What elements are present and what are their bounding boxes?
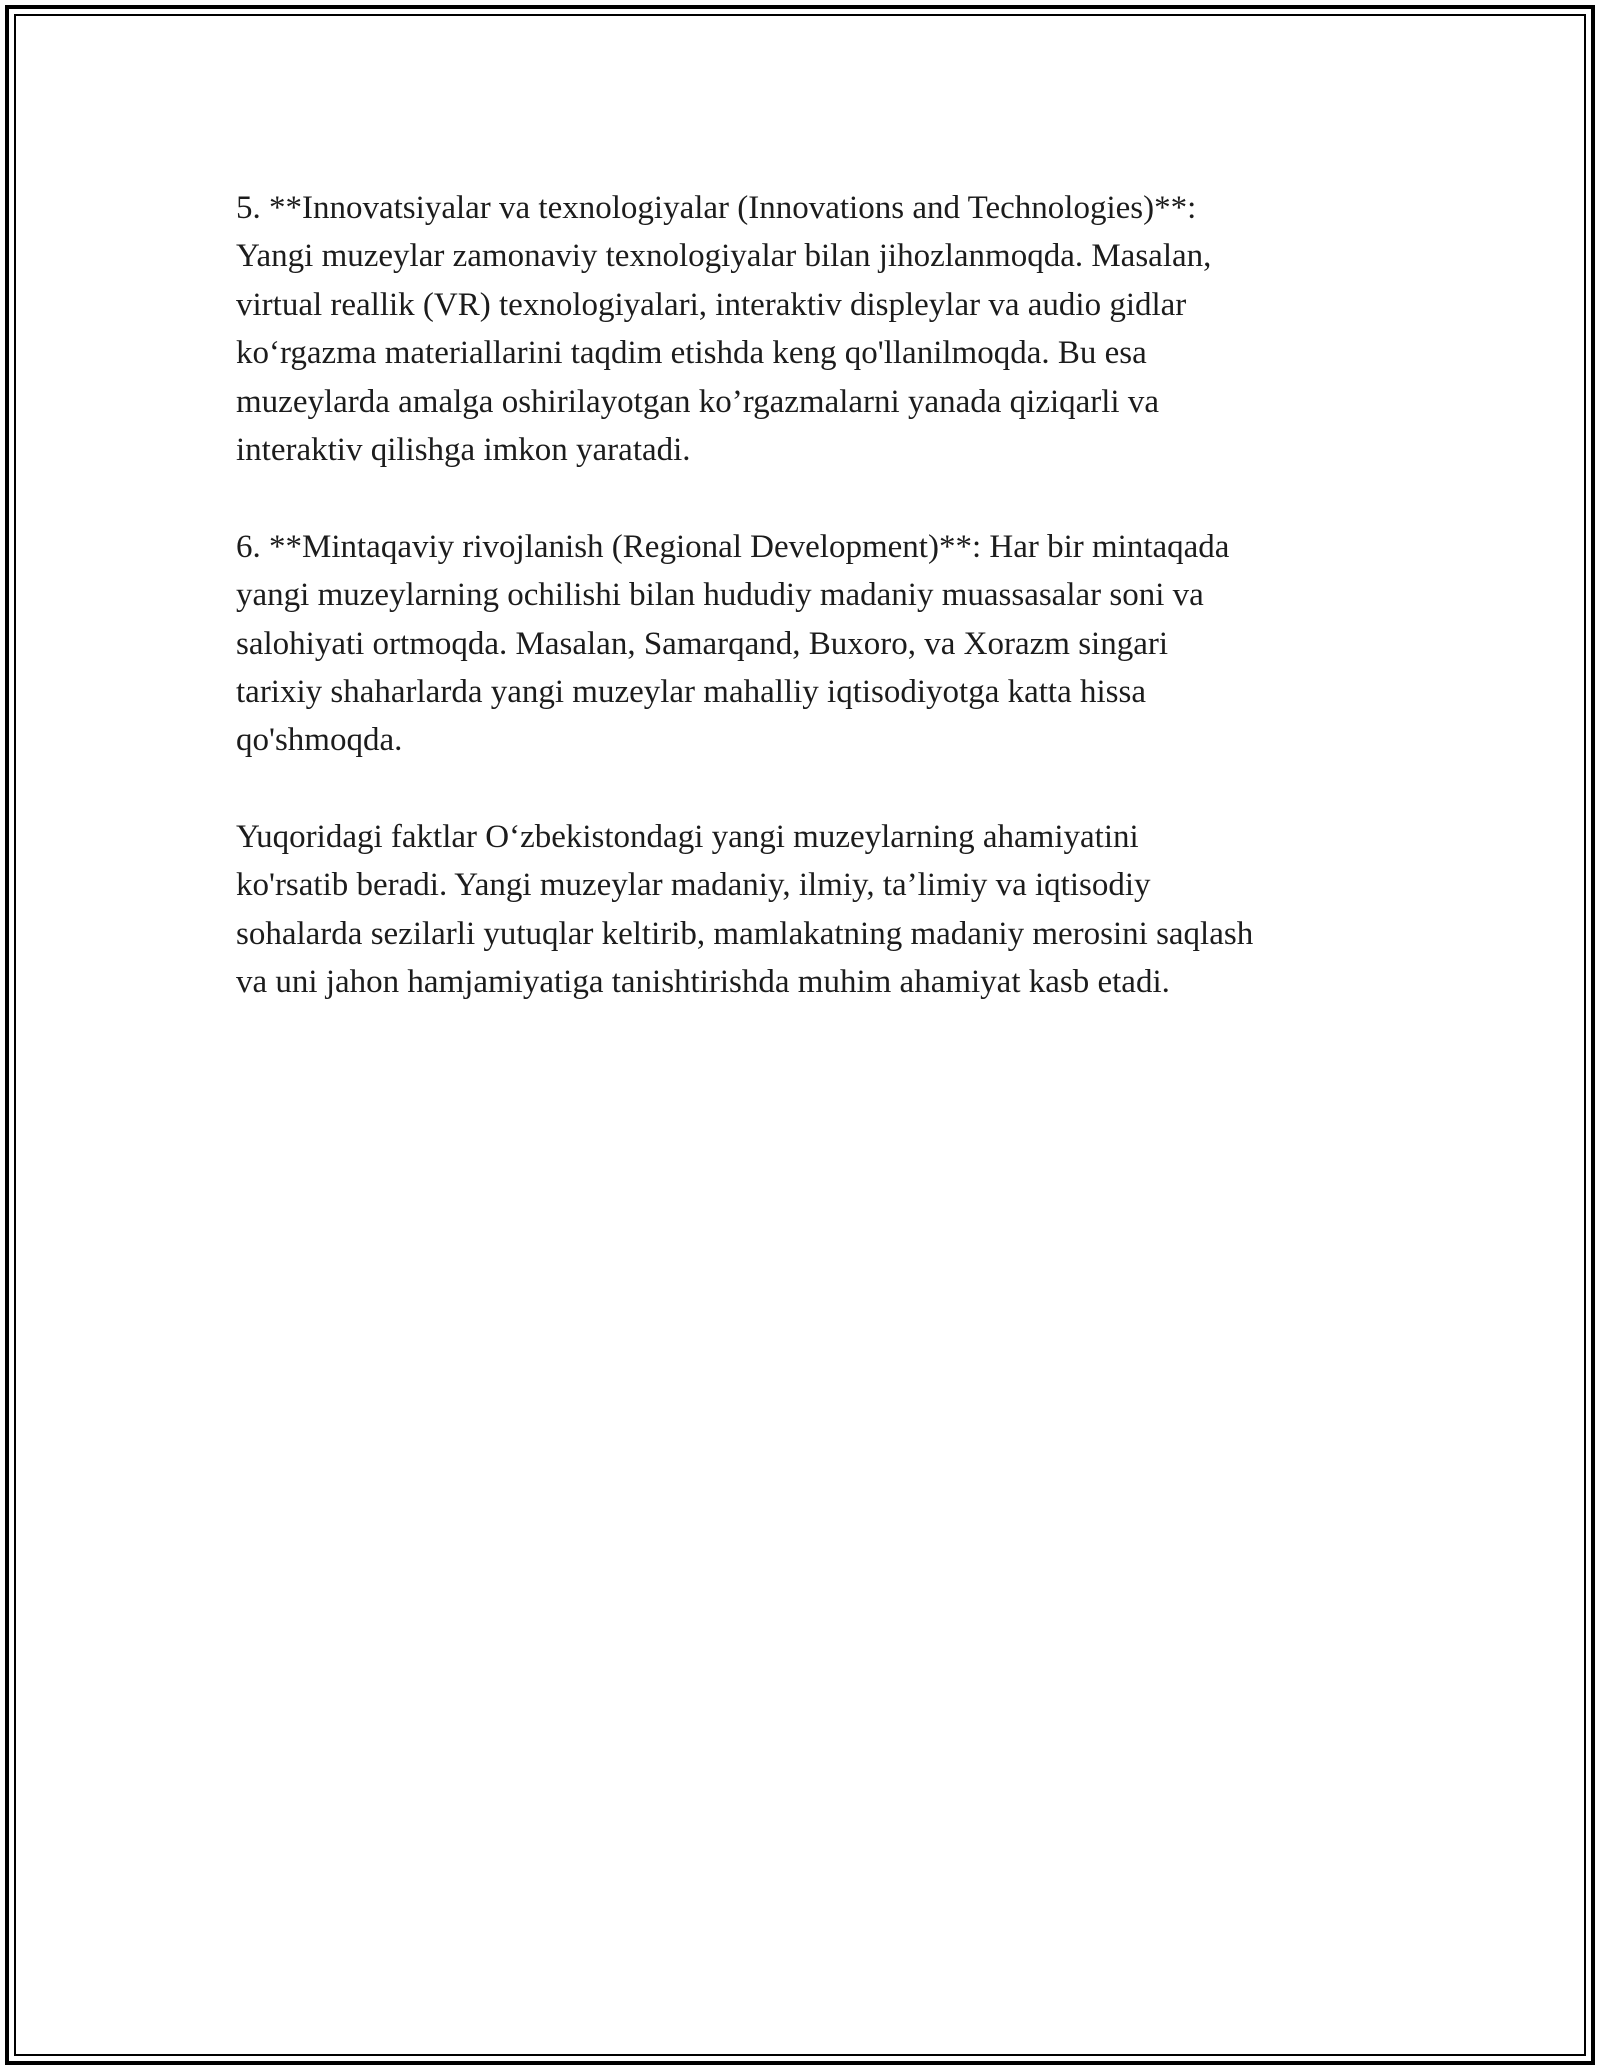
text-line: sohalarda sezilarli yutuqlar keltirib, mamlakatning madaniy merosini saqlash [236,915,1254,952]
paragraph-regional-development [236,523,1376,765]
text-line: Yuqoridagi faktlar O‘zbekistondagi yangi muzeylarning ahamiyatini [236,819,1139,856]
text-line: yangi muzeylarning ochilishi bilan hududiy madaniy muassasalar soni va [236,577,1204,614]
text-line: tarixiy shaharlarda yangi muzeylar mahalliy iqtisodiyotga katta hissa [236,673,1146,710]
text-line: virtual reallik (VR) texnologiyalari, interaktiv displeylar va audio gidlar [236,286,1187,323]
text-line: ko‘rgazma materiallarini taqdim etishda keng qo'llanilmoqda. Bu esa [236,335,1147,372]
text-line: Yangi muzeylar zamonaviy texnologiyalar bilan jihozlanmoqda. Masalan, [236,238,1212,275]
text-line: 5. **Innovatsiyalar va texnologiyalar (Innovations and Technologies)**: [236,190,1197,226]
text-line: qo'shmoqda. [236,722,403,759]
text-line: muzeylarda amalga oshirilayotgan ko’rgazmalarni yanada qiziqarli va [236,383,1160,420]
text-line: salohiyati ortmoqda. Masalan, Samarqand, Buxoro, va Xorazm singari [236,625,1169,662]
text-line: 6. **Mintaqaviy rivojlanish (Regional Development)**: Har bir mintaqada [236,528,1230,565]
paragraph-innovations [236,184,1376,474]
text-line: interaktiv qilishga imkon yaratadi. [236,431,691,468]
text-line: ko'rsatib beradi. Yangi muzeylar madaniy, ilmiy, ta’limiy va iqtisodiy [236,867,1151,904]
paragraph-conclusion [236,813,1376,1007]
document-body [236,184,1376,1055]
text-line: va uni jahon hamjamiyatiga tanishtirishda muhim ahamiyat kasb etadi. [236,964,1170,1001]
